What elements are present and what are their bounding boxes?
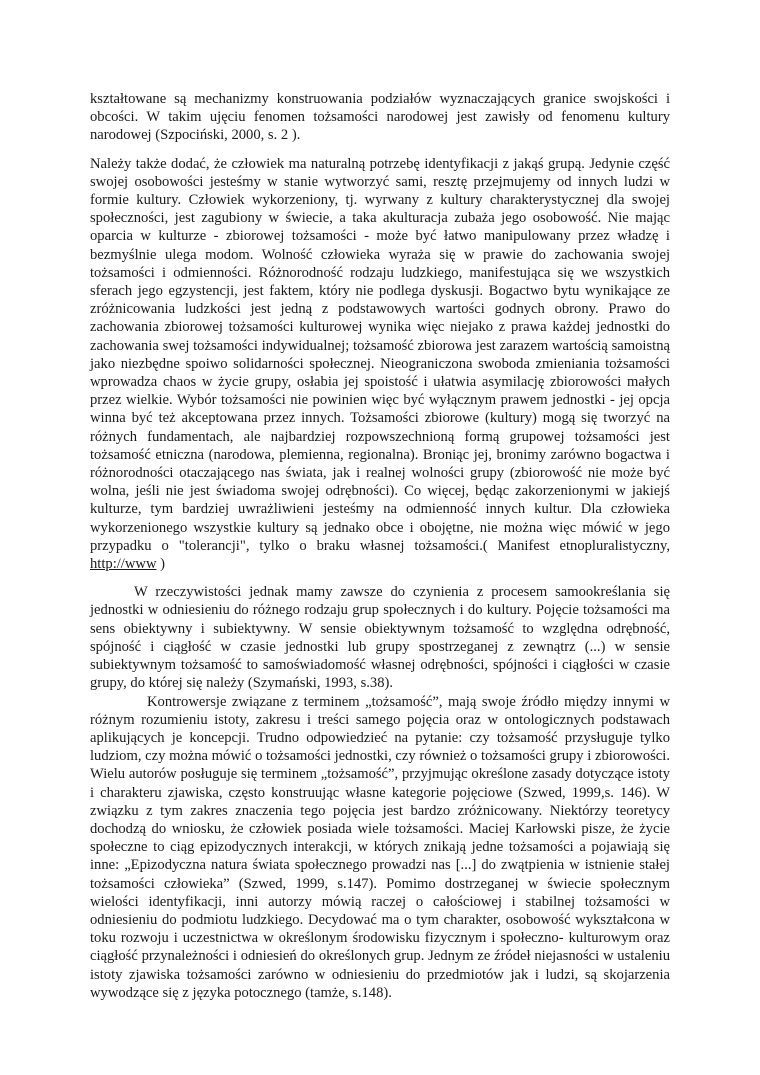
paragraph-2 (90, 155, 670, 574)
document-page (90, 90, 670, 1002)
paragraph-4: Kontrowersje związane z terminem „tożsamość”, mają swoje źródło między innymi w różnym rozumieniu istoty, zakresu i treści samego pojęcia oraz w ontologicznych podstawach aplikujących je koncepcji. Trudno odpowiedzieć na pytanie: czy tożsamość przysługuje tylko ludziom, czy można mówić o tożsamości jednostki, czy również o tożsamości grupy i zbiorowości. Wielu autorów posługuje się terminem „tożsamość”, przyjmując określone zasady dotyczące istoty i charakteru zjawiska, często konstruując własne kategorie pojęciowe (Szwed, 1999,s. 146). W związku z tym zakres znaczenia tego pojęcia jest bardzo zróżnicowany. Niektórzy teoretycy dochodzą do wniosku, że człowiek posiada wiele tożsamości. Maciej Karłowski pisze, że życie społeczne to ciąg epizodycznych interakcji, w których znikają jedne tożsamości a pojawiają się inne: „Epizodyczna natura świata społecznego prowadzi nas [...] do zwątpienia w istnienie stałej tożsamości człowieka” (Szwed, 1999, s.147). Pomimo dostrzeganej w świecie społecznym wielości identyfikacji, inni autorzy mówią raczej o całościowej i stabilnej tożsamości w odniesieniu do podmiotu ludzkiego. Decydować ma o tym charakter, osobowość wykształcona w toku rozwoju i uczestnictwa w określonym środowisku fizycznym i społeczno- kulturowym oraz ciągłość przynależności i odniesień do określonych grup. Jednym ze źródeł niejasności w ustaleniu istoty zjawiska tożsamości zarówno w odniesieniu do przedmiotów jak i ludzi, są skojarzenia wywodzące się z języka potocznego (tamże, s.148). (90, 693, 670, 1001)
paragraph-2-text: Należy także dodać, że człowiek ma naturalną potrzebę identyfikacji z jakąś grupą. Jedynie część swojej osobowości jesteśmy w stanie wytworzyć sami, resztę przejmujemy od innych ludzi w formie kultury. Człowiek wykorzeniony, tj. wyrwany z kultury charakterystycznej dla swojej społeczności, jest zagubiony w świecie, a taka akulturacja zubaża jego osobowość. Nie mając oparcia w kulturze - zbiorowej tożsamości - może być łatwo manipulowany przez władzę i bezmyślnie ulega modom. Wolność człowieka wyraża się w prawie do zachowania swojej tożsamości i odmienności. Różnorodność rodzaju ludzkiego, manifestująca się we wszystkich sferach jego egzystencji, jest faktem, który nie podlega dyskusji. Bogactwo bytu wynikające ze zróżnicowania ludzkości jest jedną z podstawowych wartości godnych obrony. Prawo do zachowania zbiorowej tożsamości kulturowej wynika więc niejako z prawa każdej jednostki do zachowania swej tożsamości indywidualnej; tożsamość zbiorowa jest zarazem wartością samoistną jako niezbędne spoiwo solidarności społecznej. Nieograniczona swoboda zmieniania tożsamości wprowadza chaos w życie grupy, osłabia jej spoistość i ułatwia asymilację zbiorowości małych przez wielkie. Wybór tożsamości nie powinien więc być wyłącznym prawem jednostki - jej opcja winna być też akceptowana przez innych. Tożsamości zbiorowe (kultury) mogą się tworzyć na różnych fundamentach, ale najbardziej rozpowszechnioną formą grupowej tożsamości jest tożsamość etniczna (narodowa, plemienna, regionalna). Broniąc jej, bronimy zarówno bogactwa i różnorodności otaczającego nas świata, jak i realnej wolności grupy (zbiorowość nie może być wolna, jeśli nie jest świadoma swojej odrębności). Co więcej, będąc zakorzenionymi w jakiejś kulturze, tym bardziej uwrażliwieni jesteśmy na odmienność innych kultur. Dla człowieka wykorzenionego wszystkie kultury są jednako obce i obojętne, nie można więc mówić w jego przypadku o "tolerancji", tylko o braku własnej tożsamości.( Manifest etnopluralistyczny, (90, 155, 670, 554)
manifest-link[interactable]: http://www (90, 556, 157, 573)
paragraph-3: W rzeczywistości jednak mamy zawsze do czynienia z procesem samookreślania się jednostki w odniesieniu do różnego rodzaju grup społecznych i do kultury. Pojęcie tożsamości ma sens obiektywny i subiektywny. W sensie obiektywnym tożsamość to względna odrębność, spójność i ciągłość w czasie jednostki lub grupy spostrzeganej z zewnątrz (...) w sensie subiektywnym tożsamość to samoświadomość własnej odrębności, spójności i ciągłości w czasie grupy, do której się należy (Szymański, 1993, s.38). (90, 584, 670, 692)
paragraph-1: kształtowane są mechanizmy konstruowania podziałów wyznaczających granice swojskości i obcości. W takim ujęciu fenomen tożsamości narodowej jest zawisły od fenomenu kultury narodowej (Szpociński, 2000, s. 2 ). (90, 91, 670, 144)
paragraph-2-closing: ) (156, 556, 165, 573)
